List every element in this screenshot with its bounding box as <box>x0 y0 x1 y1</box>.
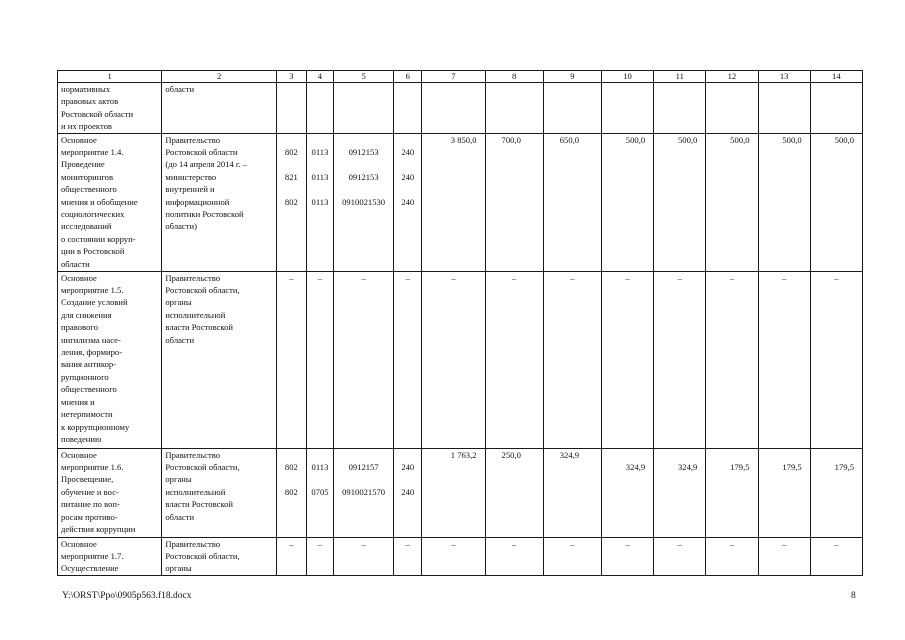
amount-2018: 179,5 <box>706 448 758 537</box>
amount-2019: 179,5 <box>758 448 810 537</box>
amount-2015: 324,9 <box>543 448 601 537</box>
amount-2018: 500,0 <box>706 133 758 271</box>
dash-cell: – <box>810 271 862 448</box>
dash-cell: – <box>654 271 706 448</box>
dash-cell: – <box>485 271 543 448</box>
col-number: 4 <box>306 71 333 83</box>
dash-cell: – <box>810 537 862 575</box>
activity-name: Основное мероприятие 1.4. Проведение мониторингов общественного мнения и обобщение социологических исследований о состоянии корруп- ции в Ростовской области <box>58 133 162 271</box>
dash-cell: – <box>543 537 601 575</box>
executor-cell: Правительство Ростовской области, органы исполнительной власти Ростовской области <box>162 448 276 537</box>
col-number: 7 <box>422 71 485 83</box>
amount-2014: 700,0 <box>485 133 543 271</box>
dash-cell: – <box>543 271 601 448</box>
dash-cell: – <box>706 271 758 448</box>
activity-name: Основное мероприятие 1.5. Создание условий для снижения правового нигилизма насе- ления, формиро- вания антикор- рупционного общественного мнения и нетерпимости к коррупционному поведению <box>58 271 162 448</box>
activity-name: нормативных правовых актов Ростовской области и их проектов <box>58 83 162 134</box>
amount-2017: 324,9 <box>654 448 706 537</box>
vr-code-cell: 240 240 240 <box>394 133 422 271</box>
dash-cell: – <box>654 537 706 575</box>
dash-cell: – <box>422 537 485 575</box>
col-number: 10 <box>601 71 653 83</box>
col-number: 3 <box>276 71 306 83</box>
csr-code-cell: 0912157 0910021570 <box>334 448 394 537</box>
amount-total: 1 763,2 <box>422 448 485 537</box>
rzpr-code-cell: 0113 0113 0113 <box>306 133 333 271</box>
amount-2019: 500,0 <box>758 133 810 271</box>
dash-cell: – <box>394 271 422 448</box>
amount-2017: 500,0 <box>654 133 706 271</box>
amount-2020: 500,0 <box>810 133 862 271</box>
executor-cell: области <box>162 83 276 134</box>
table-row-activity-1-4 <box>58 133 863 271</box>
executor-cell: Правительство Ростовской области, органы <box>162 537 276 575</box>
amount-2020: 179,5 <box>810 448 862 537</box>
col-number: 12 <box>706 71 758 83</box>
dash-cell: – <box>485 537 543 575</box>
col-number: 1 <box>58 71 162 83</box>
budget-table <box>57 70 863 576</box>
col-number: 11 <box>654 71 706 83</box>
dash-cell: – <box>334 271 394 448</box>
column-number-row <box>58 71 863 83</box>
activity-name: Основное мероприятие 1.7. Осуществление <box>58 537 162 575</box>
vr-code-cell: 240 240 <box>394 448 422 537</box>
col-number: 13 <box>758 71 810 83</box>
dash-cell: – <box>706 537 758 575</box>
col-number: 2 <box>162 71 276 83</box>
amount-2016: 324,9 <box>601 448 653 537</box>
table-row-activity-1-7 <box>58 537 863 575</box>
amount-total: 3 850,0 <box>422 133 485 271</box>
dash-cell: – <box>276 271 306 448</box>
table-row-activity-1-6 <box>58 448 863 537</box>
footer-file-path: Y:\ORST\Ppo\0905p563.f18.docx <box>62 591 192 601</box>
amount-2014: 250,0 <box>485 448 543 537</box>
table-row-continuation <box>58 83 863 134</box>
dash-cell: – <box>306 271 333 448</box>
activity-name: Основное мероприятие 1.6. Просвещение, обучение и вос- питание по воп- росам противо- действия коррупции <box>58 448 162 537</box>
amount-2016: 500,0 <box>601 133 653 271</box>
dash-cell: – <box>276 537 306 575</box>
dash-cell: – <box>601 537 653 575</box>
grbs-code-cell: 802 802 <box>276 448 306 537</box>
dash-cell: – <box>601 271 653 448</box>
dash-cell: – <box>394 537 422 575</box>
col-number: 14 <box>810 71 862 83</box>
grbs-code-cell: 802 821 802 <box>276 133 306 271</box>
csr-code-cell: 0912153 0912153 0910021530 <box>334 133 394 271</box>
col-number: 9 <box>543 71 601 83</box>
dash-cell: – <box>758 537 810 575</box>
col-number: 6 <box>394 71 422 83</box>
dash-cell: – <box>334 537 394 575</box>
rzpr-code-cell: 0113 0705 <box>306 448 333 537</box>
table-row-activity-1-5 <box>58 271 863 448</box>
executor-cell: Правительство Ростовской области (до 14 апреля 2014 г. – министерство внутренней и информационной политики Ростовской области) <box>162 133 276 271</box>
col-number: 5 <box>334 71 394 83</box>
executor-cell: Правительство Ростовской области, органы исполнительной власти Ростовской области <box>162 271 276 448</box>
dash-cell: – <box>758 271 810 448</box>
dash-cell: – <box>422 271 485 448</box>
page-number: 8 <box>851 591 856 601</box>
col-number: 8 <box>485 71 543 83</box>
dash-cell: – <box>306 537 333 575</box>
amount-2015: 650,0 <box>543 133 601 271</box>
